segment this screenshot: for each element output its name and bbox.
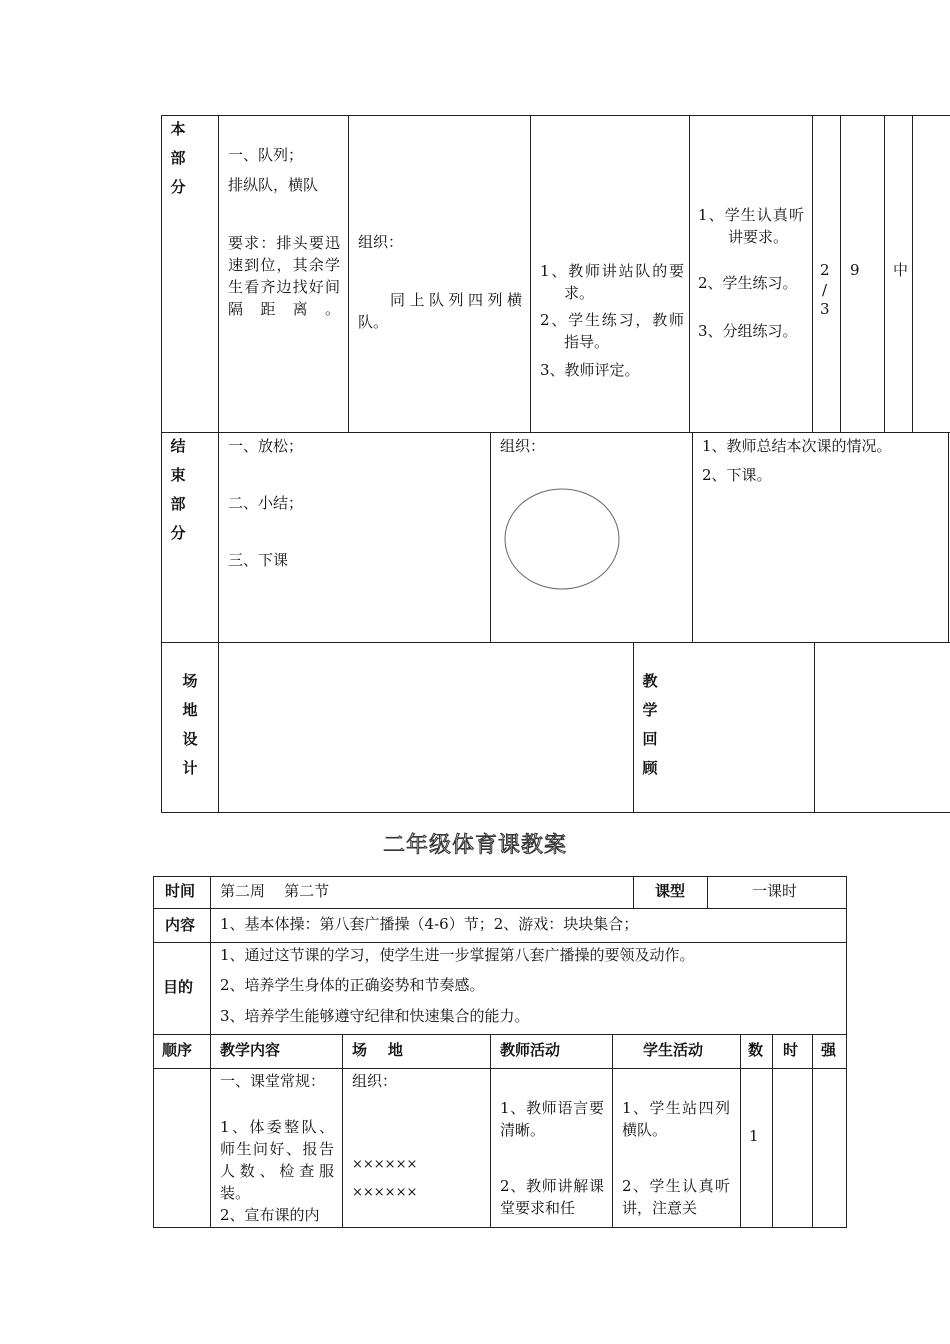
goal-line: 3、培养学生能够遵守纪律和快速集合的能力。 xyxy=(220,1007,530,1025)
student-activity: 1、学生认真听讲要求。 xyxy=(698,206,804,246)
circle-formation-diagram xyxy=(502,487,622,591)
formation-row: ×××××× xyxy=(352,1185,418,1200)
label-char: 本 xyxy=(170,120,186,138)
label-char: 场 xyxy=(182,672,198,690)
row-student-activity: 1、学生站四列横队。 xyxy=(622,1099,730,1139)
end-content-line: 二、小结； xyxy=(228,494,304,512)
goal-line: 2、培养学生身体的正确姿势和节奏感。 xyxy=(220,976,485,994)
formation-row: ×××××× xyxy=(352,1157,418,1172)
row-content: 1、体委整队、师生问好、报告人数、检查服装。 xyxy=(220,1118,334,1202)
student-activity: 3、分组练习。 xyxy=(698,322,798,340)
header-cell: 教学内容 xyxy=(220,1041,281,1059)
end-activity: 1、教师总结本次课的情况。 xyxy=(702,437,892,455)
header-cell: 顺序 xyxy=(162,1041,193,1059)
label-char: 学 xyxy=(642,701,658,719)
main-org-label: 组织： xyxy=(358,233,404,251)
label-char: 分 xyxy=(170,524,186,542)
goal-label: 目的 xyxy=(163,978,194,996)
header-cell: 教师活动 xyxy=(500,1041,561,1059)
label-char: 分 xyxy=(170,178,186,196)
row-count: 1 xyxy=(749,1127,759,1145)
student-activity: 2、学生练习。 xyxy=(698,274,798,292)
header-cell: 学生活动 xyxy=(643,1041,704,1059)
main-intensity: 中 xyxy=(893,261,909,279)
row-teacher-activity: 2、教师讲解课堂要求和任 xyxy=(500,1177,604,1217)
label-char: 部 xyxy=(170,495,186,513)
goal-line: 1、通过这节课的学习，使学生进一步掌握第八套广播操的要领及动作。 xyxy=(220,946,695,964)
row-content: 2、宣布课的内 xyxy=(220,1206,320,1224)
type-label: 课型 xyxy=(655,882,686,900)
row-student-activity: 2、学生认真听讲，注意关 xyxy=(622,1177,730,1217)
header-cell: 时 xyxy=(783,1041,799,1059)
page-title: 二年级体育课教案 xyxy=(382,833,567,858)
header-cell: 强 xyxy=(821,1041,837,1059)
label-char: 束 xyxy=(170,466,186,484)
main-requirement: 要求：排头要迅速到位，其余学生看齐边找好间隔距离。 xyxy=(228,234,340,318)
end-content-line: 三、下课 xyxy=(228,551,289,569)
label-char: 结 xyxy=(170,437,186,455)
label-char: 部 xyxy=(170,149,186,167)
teacher-activity: 1、教师讲站队的要求。 xyxy=(540,262,684,302)
label-char: 计 xyxy=(182,759,198,777)
main-org-text: 同上队列四列横队。 xyxy=(358,291,522,331)
teacher-activity: 3、教师评定。 xyxy=(540,361,640,379)
main-content-line: 排纵队，横队 xyxy=(228,176,319,194)
type-value: 一课时 xyxy=(752,882,798,900)
header-cell: 场 地 xyxy=(352,1041,403,1059)
row-teacher-activity: 1、教师语言要清晰。 xyxy=(500,1099,604,1139)
main-content-line: 一、队列； xyxy=(228,146,304,164)
time-value: 第二周 第二节 xyxy=(220,882,330,900)
main-time: 9 xyxy=(850,261,860,279)
count-char: 2 xyxy=(820,261,830,279)
teacher-activity: 2、学生练习，教师指导。 xyxy=(540,311,684,351)
label-char: 地 xyxy=(182,701,198,719)
label-char: 顾 xyxy=(642,759,658,777)
row-content: 一、课堂常规： xyxy=(220,1072,326,1090)
count-char: 3 xyxy=(820,300,830,318)
label-char: 设 xyxy=(182,730,198,748)
end-content-line: 一、放松； xyxy=(228,437,304,455)
content-label: 内容 xyxy=(165,916,196,934)
time-label: 时间 xyxy=(165,882,196,900)
end-activity: 2、下课。 xyxy=(702,466,772,484)
label-char: 回 xyxy=(642,730,658,748)
label-char: 教 xyxy=(642,672,658,690)
count-char: / xyxy=(822,281,828,299)
row-org-label: 组织： xyxy=(352,1072,398,1090)
end-org-label: 组织： xyxy=(500,437,546,455)
header-cell: 数 xyxy=(748,1041,764,1059)
content-value: 1、基本体操：第八套广播操（4-6）节；2、游戏：块块集合； xyxy=(220,915,639,933)
